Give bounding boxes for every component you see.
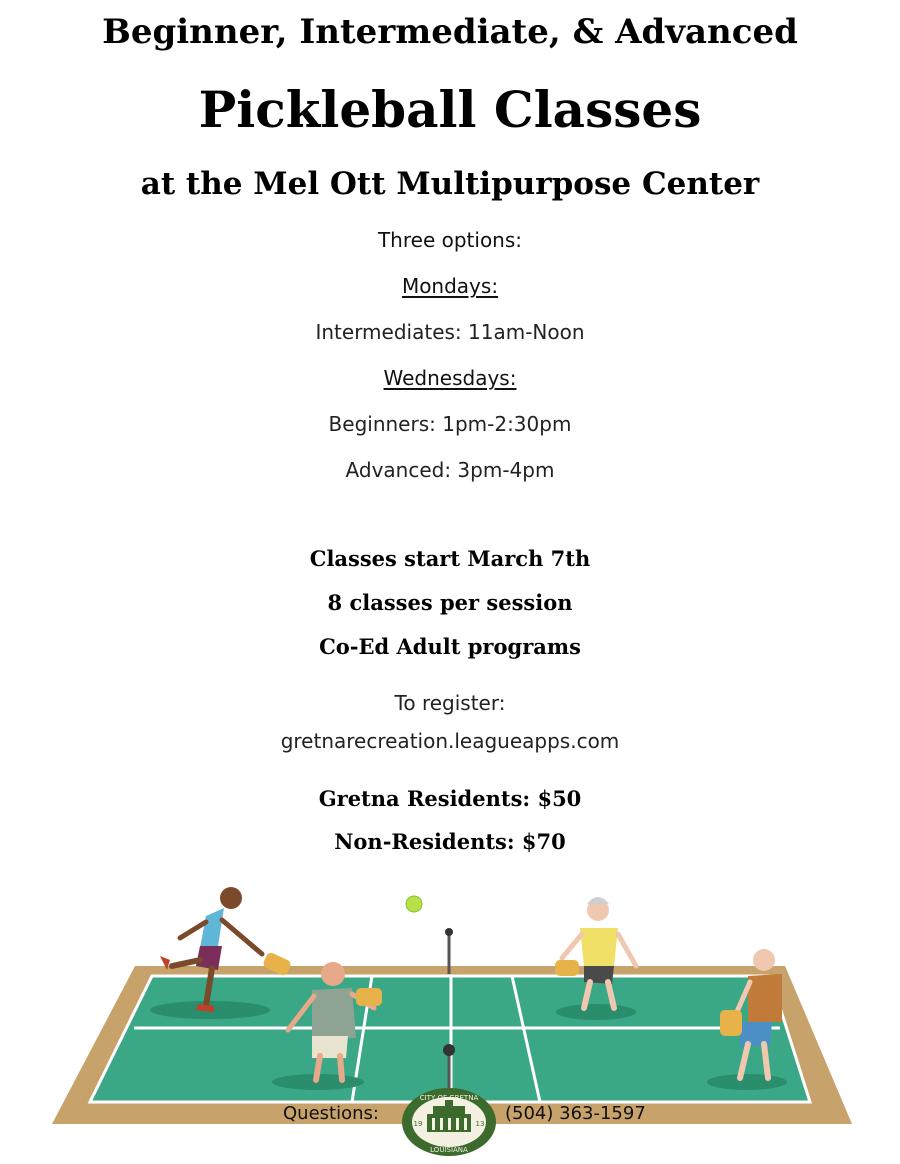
wednesday-heading: Wednesdays:: [383, 366, 517, 390]
start-date: Classes start March 7th: [309, 546, 591, 571]
options-intro: Three options:: [377, 228, 523, 252]
levels-heading: Beginner, Intermediate, & Advanced: [102, 12, 798, 52]
monday-heading: Mondays:: [401, 274, 499, 298]
seal-year-left: 19: [413, 1120, 423, 1128]
pickleball-court-illustration: [0, 870, 900, 1164]
page-title: Pickleball Classes: [198, 80, 702, 139]
ball-icon: [406, 896, 422, 912]
seal-year-right: 13: [475, 1120, 485, 1128]
wednesday-class-advanced: Advanced: 3pm-4pm: [345, 458, 555, 482]
monday-class: Intermediates: 11am-Noon: [315, 320, 585, 344]
non-resident-price: Non-Residents: $70: [334, 829, 566, 854]
register-label: To register:: [394, 691, 506, 715]
questions-label: Questions:: [283, 1103, 379, 1124]
location-heading: at the Mel Ott Multipurpose Center: [140, 166, 760, 202]
phone-number[interactable]: (504) 363-1597: [505, 1103, 646, 1124]
resident-price: Gretna Residents: $50: [318, 786, 582, 811]
seal-bottom-text: LOUISIANA: [430, 1146, 468, 1154]
program-type: Co-Ed Adult programs: [319, 634, 581, 659]
wednesday-class-beginners: Beginners: 1pm-2:30pm: [328, 412, 572, 436]
register-url[interactable]: gretnarecreation.leagueapps.com: [280, 729, 620, 753]
session-count: 8 classes per session: [327, 590, 573, 615]
city-seal-logo: [402, 1088, 496, 1156]
seal-top-text: CITY OF GRETNA: [419, 1094, 479, 1102]
